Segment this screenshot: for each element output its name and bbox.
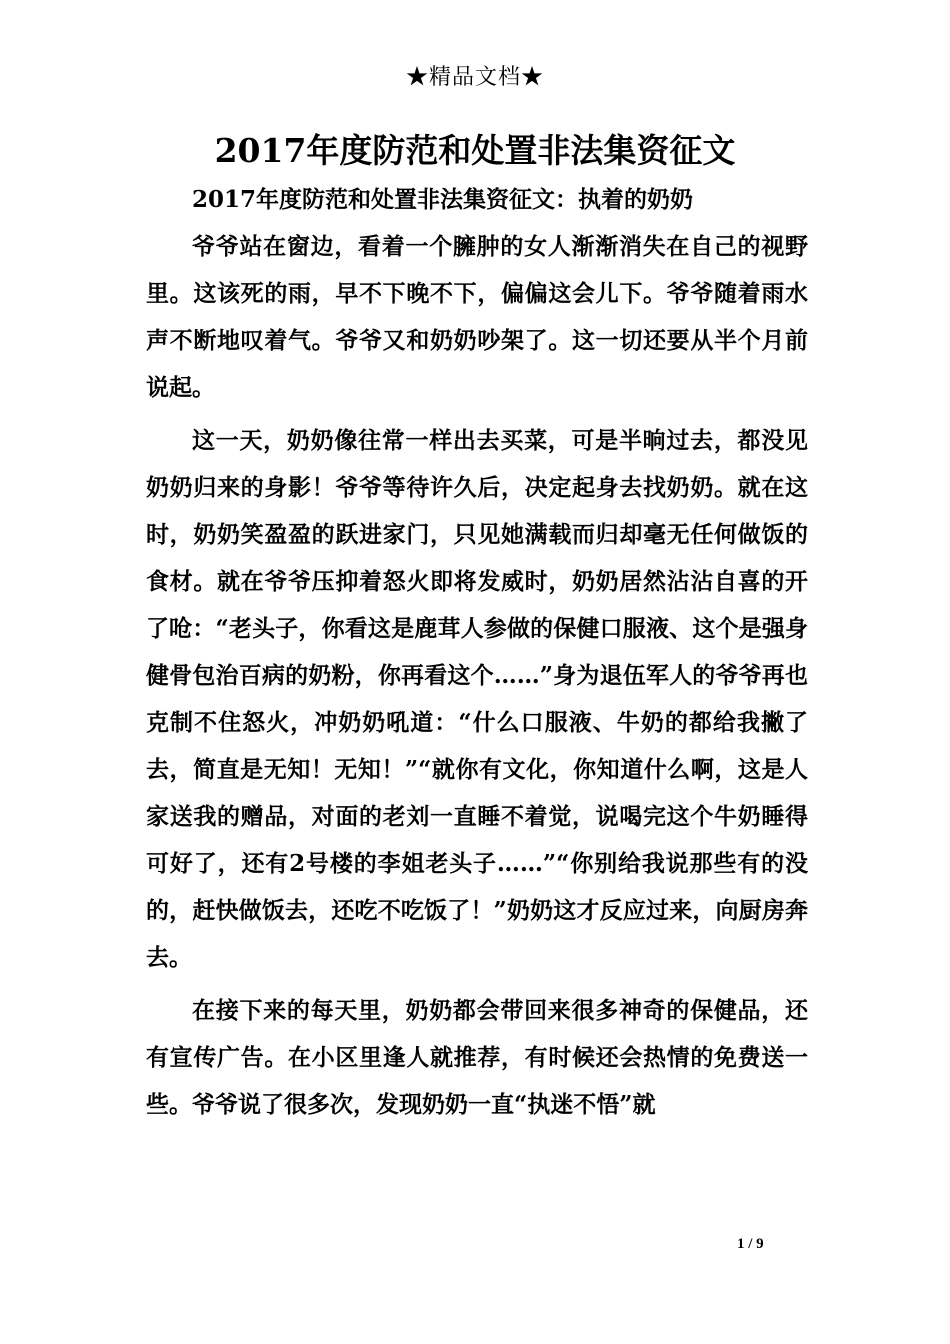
body-paragraph: 在接下来的每天里，奶奶都会带回来很多神奇的保健品，还有宣传广告。在小区里逢人就推荐，有时候还会热情的免费送一些。爷爷说了很多次，发现奶奶一直“执迷不悟”就 bbox=[146, 997, 808, 1118]
document-body bbox=[146, 176, 808, 1128]
body-paragraph: 这一天，奶奶像往常一样出去买菜，可是半晌过去，都没见奶奶归来的身影！爷爷等待许久后，决定起身去找奶奶。就在这时，奶奶笑盈盈的跃进家门，只见她满载而归却毫无任何做饭的食材。就在爷爷压抑着怒火即将发威时，奶奶居然沾沾自喜的开了呛：“老头子，你看这是鹿茸人参做的保健口服液、这个是强身健骨包治百病的奶粉，你再看这个……”身为退伍军人的爷爷再也克制不住怒火，冲奶奶吼道：“什么口服液、牛奶的都给我撇了去，简直是无知！无知！”“就你有文化，你知道什么啊，这是人家送我的赠品，对面的老刘一直睡不着觉，说喝完这个牛奶睡得可好了，还有2号楼的李姐老头子……”“你别给我说那些有的没的，赶快做饭去，还吃不吃饭了！”奶奶这才反应过来，向厨房奔去。 bbox=[146, 427, 808, 971]
body-paragraph: 爷爷站在窗边，看着一个臃肿的女人渐渐消失在自己的视野里。这该死的雨，早不下晚不下，偏偏这会儿下。爷爷随着雨水声不断地叹着气。爷爷又和奶奶吵架了。这一切还要从半个月前说起。 bbox=[146, 233, 808, 401]
page-header: ★精品文档★ bbox=[405, 65, 544, 90]
page-number: 1 / 9 bbox=[737, 1236, 764, 1252]
document-title: 2017年度防范和处置非法集资征文 bbox=[214, 131, 736, 170]
subtitle-paragraph: 2017年度防范和处置非法集资征文：执着的奶奶 bbox=[192, 186, 694, 213]
